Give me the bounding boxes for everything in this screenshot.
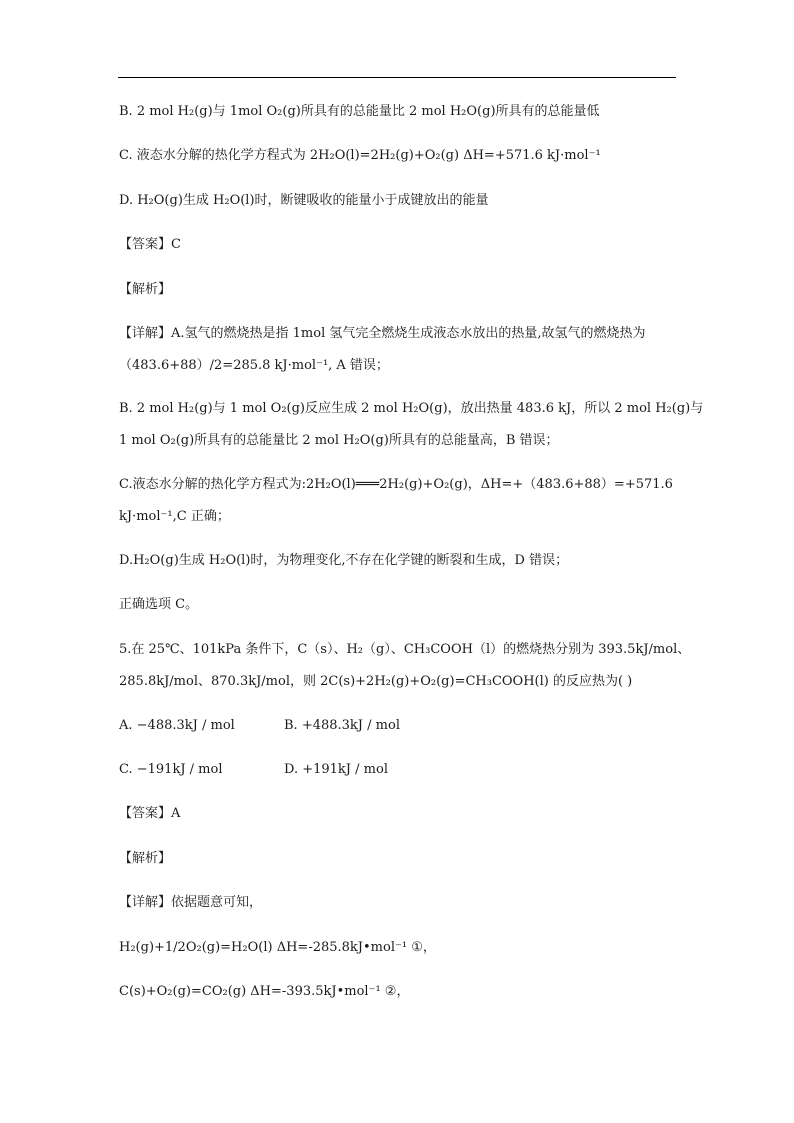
- q4-detail-d: D.H₂O(g)生成 H₂O(l)时，为物理变化,不存在化学键的断裂和生成，D 错误；: [119, 553, 569, 568]
- q4-detail-b-line2: 1 mol O₂(g)所具有的总能量比 2 mol H₂O(g)所具有的总能量高，B 错误；: [119, 433, 559, 448]
- q5-detail-intro: 【详解】依据题意可知，: [119, 895, 263, 910]
- q5-equation-1: H₂(g)+1/2O₂(g)=H₂O(l) ΔH=-285.8kJ•mol⁻¹ ①，: [119, 940, 436, 955]
- q4-conclusion: 正确选项 C。: [119, 597, 199, 612]
- q5-answer: 【答案】A: [119, 806, 181, 821]
- q5-stem-line2: 285.8kJ/mol、870.3kJ/mol，则 2C(s)+2H₂(g)+O₂(g)=CH₃COOH(l) 的反应热为( ): [119, 674, 633, 689]
- q4-detail-c-line2: kJ·mol⁻¹,C 正确；: [119, 509, 230, 524]
- q4-option-b: B. 2 mol H₂(g)与 1mol O₂(g)所具有的总能量比 2 mol H₂O(g)所具有的总能量低: [119, 104, 600, 119]
- q4-detail-a-line2: （483.6+88）/2=285.8 kJ·mol⁻¹, A 错误；: [119, 358, 389, 373]
- q5-stem-line1: 5.在 25℃、101kPa 条件下，C（s）、H₂（g）、CH₃COOH（l）的燃烧热分别为 393.5kJ/mol、: [119, 642, 691, 657]
- q5-option-a: A. −488.3kJ / mol: [119, 718, 235, 733]
- q5-option-c: C. −191kJ / mol: [119, 762, 223, 777]
- q4-option-c: C. 液态水分解的热化学方程式为 2H₂O(l)=2H₂(g)+O₂(g) ΔH=+571.6 kJ·mol⁻¹: [119, 148, 601, 163]
- q4-analysis-title: 【解析】: [119, 282, 172, 297]
- q5-option-b: B. +488.3kJ / mol: [284, 718, 400, 733]
- header-rule: [118, 77, 676, 78]
- q5-option-d: D. +191kJ / mol: [284, 762, 388, 777]
- q4-detail-b-line1: B. 2 mol H₂(g)与 1 mol O₂(g)反应生成 2 mol H₂O(g)，放出热量 483.6 kJ，所以 2 mol H₂(g)与: [119, 401, 704, 416]
- q5-equation-2: C(s)+O₂(g)=CO₂(g) ΔH=-393.5kJ•mol⁻¹ ②，: [119, 984, 410, 999]
- q4-detail-c-line1: C.液态水分解的热化学方程式为:2H₂O(l)═══2H₂(g)+O₂(g)，ΔH=+（483.6+88）=+571.6: [119, 477, 673, 492]
- q4-answer: 【答案】C: [119, 237, 181, 252]
- q4-detail-a-line1: 【详解】A.氢气的燃烧热是指 1mol 氢气完全燃烧生成液态水放出的热量,故氢气的燃烧热为: [119, 326, 646, 341]
- q4-option-d: D. H₂O(g)生成 H₂O(l)时，断键吸收的能量小于成键放出的能量: [119, 193, 489, 208]
- q5-analysis-title: 【解析】: [119, 851, 172, 866]
